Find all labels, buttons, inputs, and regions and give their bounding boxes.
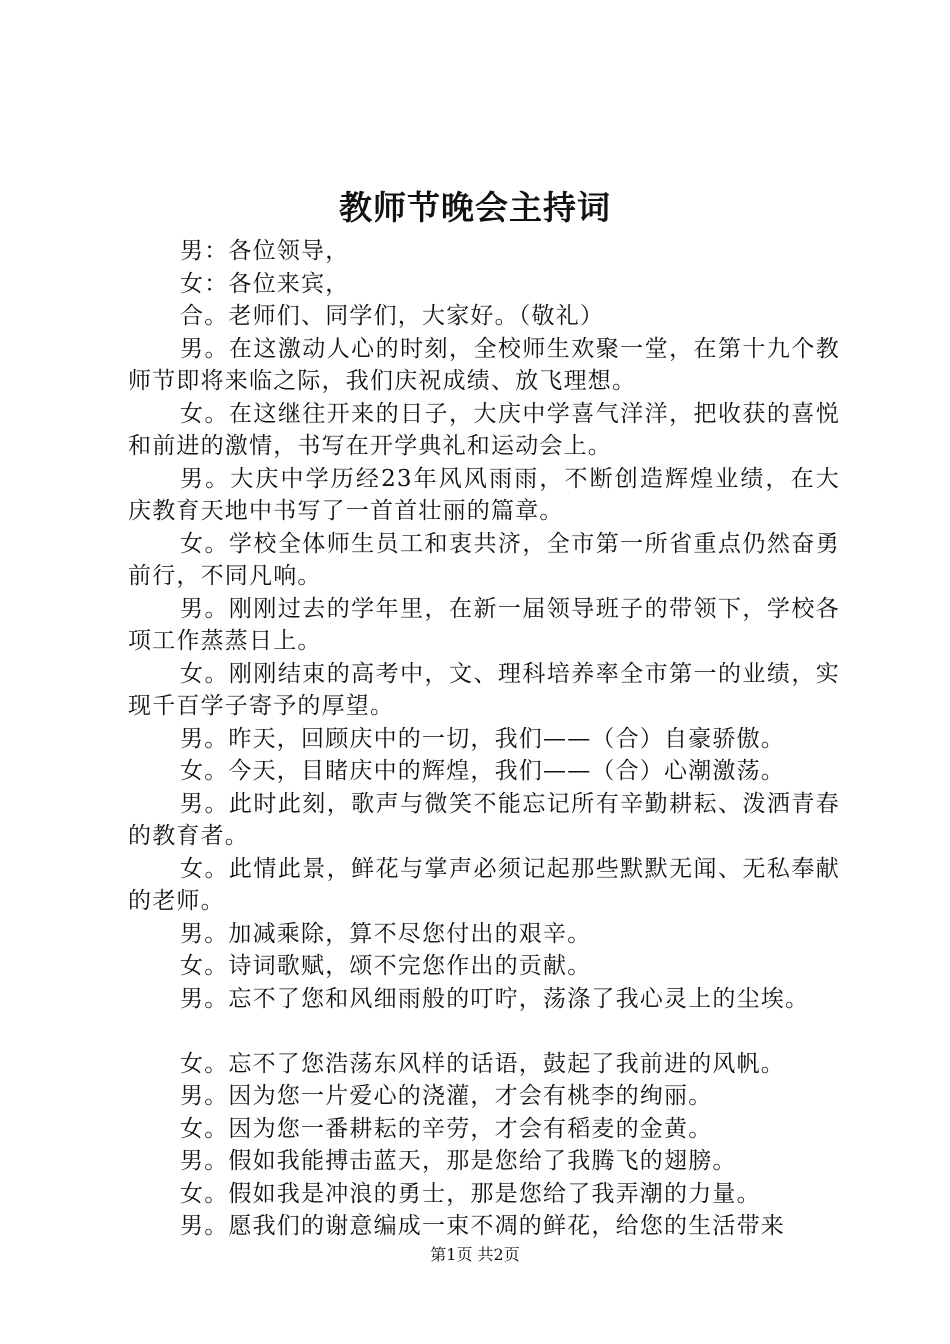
- paragraph: 女。诗词歌赋，颂不完您作出的贡献。: [180, 953, 592, 979]
- paragraph: 女。因为您一番耕耘的辛劳，才会有稻麦的金黄。: [180, 1115, 713, 1142]
- paragraph: 男。此时此刻，歌声与微笑不能忘记所有辛勤耕耘、泼洒青春的教育者。: [128, 790, 840, 849]
- paragraph: 男。愿我们的谢意编成一束不凋的鲜花，给您的生活带来: [180, 1213, 785, 1239]
- paragraph: 女。在这继往开来的日子，大庆中学喜气洋洋，把收获的喜悦和前进的激情，书写在开学典礼和运动会上。: [128, 400, 840, 459]
- page-footer: 第1页 共2页: [430, 1245, 520, 1264]
- paragraph: 男：各位领导，: [180, 238, 350, 264]
- paragraph: 女。学校全体师生员工和衷共济，全市第一所省重点仍然奋勇前行，不同凡响。: [128, 530, 840, 589]
- paragraph: 女。今天，目睹庆中的辉煌，我们——（合）心潮激荡。: [180, 758, 785, 784]
- document-title: 教师节晚会主持词: [339, 188, 611, 227]
- paragraph: 男。忘不了您和风细雨般的叮咛，荡涤了我心灵上的尘埃。: [180, 985, 810, 1012]
- blank-line: [128, 1015, 840, 1048]
- paragraph: 男。刚刚过去的学年里，在新一届领导班子的带领下，学校各项工作蒸蒸日上。: [128, 595, 840, 654]
- paragraph: 合。老师们、同学们，大家好。（敬礼）: [180, 303, 605, 329]
- paragraph: 女：各位来宾，: [180, 270, 350, 297]
- paragraph: 男。加减乘除，算不尽您付出的艰辛。: [180, 920, 592, 947]
- paragraph: 男。假如我能搏击蓝天，那是您给了我腾飞的翅膀。: [180, 1148, 737, 1174]
- paragraph: 男。大庆中学历经23年风风雨雨，不断创造辉煌业绩，在大庆教育天地中书写了一首首壮丽的篇章。: [128, 465, 840, 524]
- paragraph: 男。在这激动人心的时刻，全校师生欢聚一堂，在第十九个教师节即将来临之际，我们庆祝成绩、放飞理想。: [128, 335, 840, 394]
- paragraph: 女。忘不了您浩荡东风样的话语，鼓起了我前进的风帆。: [180, 1050, 785, 1077]
- paragraph: 男。昨天，回顾庆中的一切，我们——（合）自豪骄傲。: [180, 725, 785, 752]
- document-body: [128, 235, 840, 1243]
- paragraph: 男。因为您一片爱心的浇灌，才会有桃李的绚丽。: [180, 1083, 713, 1109]
- paragraph: 女。假如我是冲浪的勇士，那是您给了我弄潮的力量。: [180, 1180, 761, 1207]
- paragraph: 女。此情此景，鲜花与掌声必须记起那些默默无闻、无私奉献的老师。: [128, 855, 840, 914]
- paragraph: 女。刚刚结束的高考中，文、理科培养率全市第一的业绩，实现千百学子寄予的厚望。: [128, 660, 840, 719]
